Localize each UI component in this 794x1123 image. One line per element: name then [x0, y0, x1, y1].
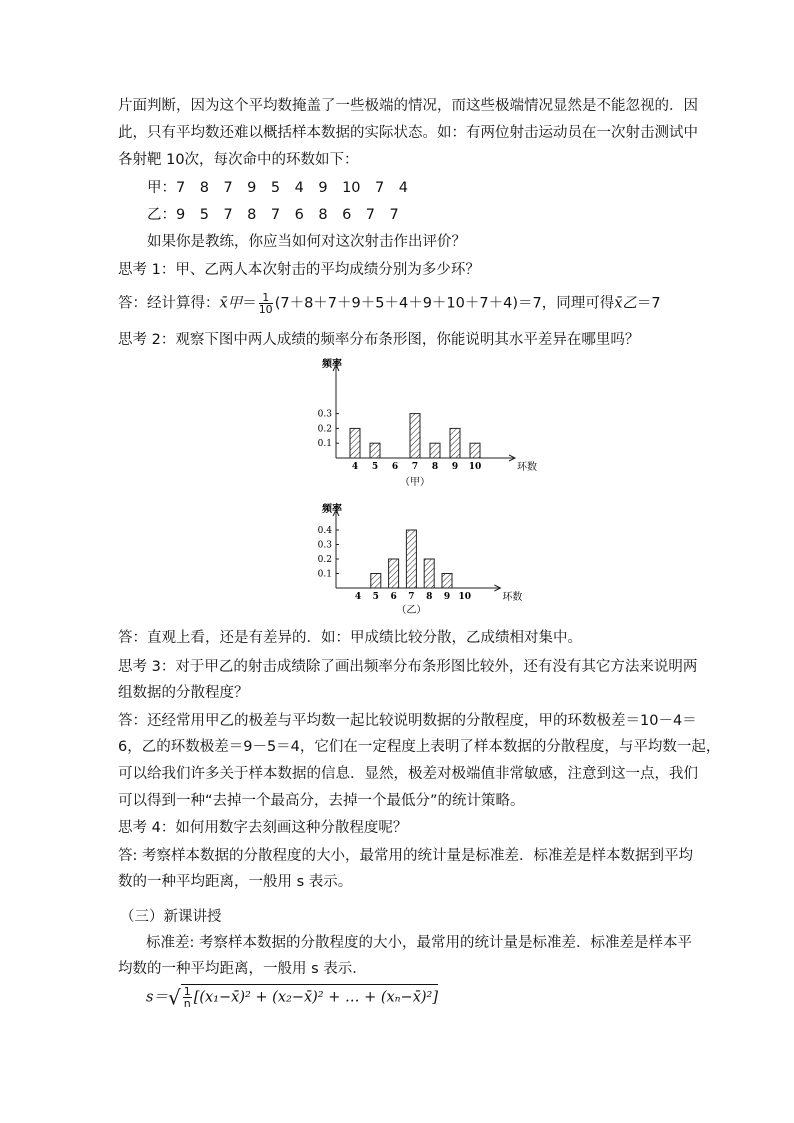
formula-frac-num: 1: [183, 985, 191, 998]
answer-3-line3: 可以给我们许多关于样本数据的信息．显然，极差对极端值非常敏感，注意到这一点，我们: [118, 766, 698, 782]
answer-1: 答：经计算得：x̄甲＝ $\frac{1}{10}$ (7＋8＋7＋9＋5＋4＋9＋10＋7＋4)＝7，同理可得x̄乙＝7: [118, 291, 661, 316]
x-tick-label: 4: [351, 462, 359, 472]
bar-chart-jia: [300, 353, 537, 493]
fraction-numerator: 1: [259, 292, 273, 304]
formula-frac-den: n: [183, 997, 191, 1010]
y-tick-label: 0.1: [317, 569, 332, 580]
y-tick-label: 0.3: [317, 540, 332, 551]
bar-6: [389, 559, 399, 588]
answer-2: 答：直观上看，还是有差异的．如：甲成绩比较分散，乙成绩相对集中。: [118, 630, 582, 646]
bar-7: [410, 414, 420, 458]
think-2: 思考 2：观察下图中两人成绩的频率分布条形图，你能说明其水平差异在哪里吗？: [118, 332, 640, 348]
formula-fraction: [183, 986, 192, 1009]
x-axis-label: 环数: [502, 592, 523, 603]
x-tick-label: 5: [372, 592, 379, 602]
jia-scores: 甲：7 8 7 9 5 4 9 10 7 4: [147, 180, 408, 196]
answer-4-line1: 答: 考察样本数据的分散程度的大小，最常用的统计量是标准差．标准差是样本数据到平均: [118, 848, 693, 864]
paragraph-line: 片面判断，因为这个平均数掩盖了一些极端的情况，而这些极端情况显然是不能忽视的．因: [118, 98, 698, 114]
formula-lhs: s＝: [146, 989, 168, 1006]
x-tick-label: 10: [468, 462, 482, 472]
coach-question: 如果你是教练，你应当如何对这次射击作出评价？: [147, 234, 466, 250]
x-tick-label: 8: [431, 462, 439, 472]
paragraph-line: 此，只有平均数还难以概括样本数据的实际状态。如：有两位射击运动员在一次射击测试中: [118, 125, 698, 141]
think-3-line1: 思考 3：对于甲乙的射击成绩除了画出频率分布条形图比较外，还有没有其它方法来说明两: [118, 659, 698, 675]
bar-9: [442, 574, 452, 589]
x-axis-label: 环数: [517, 462, 537, 473]
paragraph-line: 各射靶 10次，每次命中的环数如下：: [118, 152, 359, 168]
bar-5: [370, 443, 380, 458]
bar-7: [406, 530, 416, 588]
sqrt-sign: √: [167, 985, 181, 1010]
x-tick-label: 7: [408, 592, 415, 602]
fraction: [259, 292, 273, 315]
fraction-denominator: 10: [258, 303, 273, 316]
answer-3-line1: 答：还经常用甲乙的极差与平均数一起比较说明数据的分散程度，甲的环数极差＝10－4＝: [118, 713, 697, 729]
answer-3-line2: 6，乙的环数极差＝9－5＝4，它们在一定程度上表明了样本数据的分散程度，与平均数一起，: [118, 739, 721, 755]
y-tick-label: 0.3: [317, 409, 332, 420]
xbar-yi: x̄乙: [614, 295, 637, 312]
std-dev-formula: [146, 984, 438, 1010]
std-dev-line2: 均数的一种平均距离，一般用 s 表示．: [118, 961, 367, 977]
chart-title: （乙）: [396, 605, 427, 616]
x-tick-label: 8: [426, 592, 433, 602]
y-axis-label: 频率: [322, 359, 342, 370]
y-tick-label: 0.4: [317, 526, 332, 536]
answer-3-line4: 可以得到一种“去掉一个最高分，去掉一个最低分”的统计策略。: [118, 793, 525, 809]
bar-5: [371, 574, 381, 589]
formula-body: [(x₁−x̄)² + (x₂−x̄)² + … + (xₙ−x̄)²]: [193, 989, 439, 1006]
think-1: 思考 1：甲、乙两人本次射击的平均成绩分别为多少环？: [118, 262, 480, 278]
think-4: 思考 4：如何用数字去刻画这种分散程度呢？: [118, 820, 408, 836]
bar-4: [350, 428, 360, 458]
answer-1-prefix: 答：经计算得：: [118, 295, 220, 312]
x-tick-label: 5: [371, 462, 379, 472]
answer-1-sum: (7＋8＋7＋9＋5＋4＋9＋10＋7＋4)＝7，同理可得: [274, 295, 615, 312]
bar-10: [470, 443, 480, 458]
x-tick-label: 4: [354, 592, 362, 602]
radicand: [181, 984, 438, 1009]
bar-9: [450, 428, 460, 458]
yi-scores: 乙：9 5 7 8 7 6 8 6 7 7: [147, 207, 399, 223]
x-tick-label: 10: [458, 592, 472, 602]
x-tick-label: 6: [390, 592, 397, 602]
x-tick-label: 9: [443, 592, 451, 602]
std-dev-line1: 标准差: 考察样本数据的分散程度的大小，最常用的统计量是标准差．标准差是样本平: [146, 935, 692, 951]
answer-4-line2: 数的一种平均距离，一般用 s 表示。: [118, 874, 353, 890]
think-3-line2: 组数据的分散程度？: [118, 685, 249, 701]
chart-title: （甲）: [400, 477, 430, 488]
answer-1-end: ＝7: [636, 295, 661, 312]
y-tick-label: 0.2: [317, 424, 332, 435]
section-heading: （三）新课讲授: [120, 909, 222, 925]
x-tick-label: 6: [391, 462, 399, 472]
x-tick-label: 9: [451, 462, 459, 472]
y-axis-label: 频率: [322, 504, 342, 515]
bar-8: [430, 443, 440, 458]
bar-chart-yi: [300, 498, 530, 630]
xbar-jia: x̄甲: [219, 295, 243, 312]
y-tick-label: 0.2: [317, 555, 332, 565]
x-tick-label: 7: [411, 462, 419, 472]
y-tick-label: 0.1: [317, 439, 332, 450]
bar-8: [424, 559, 434, 588]
